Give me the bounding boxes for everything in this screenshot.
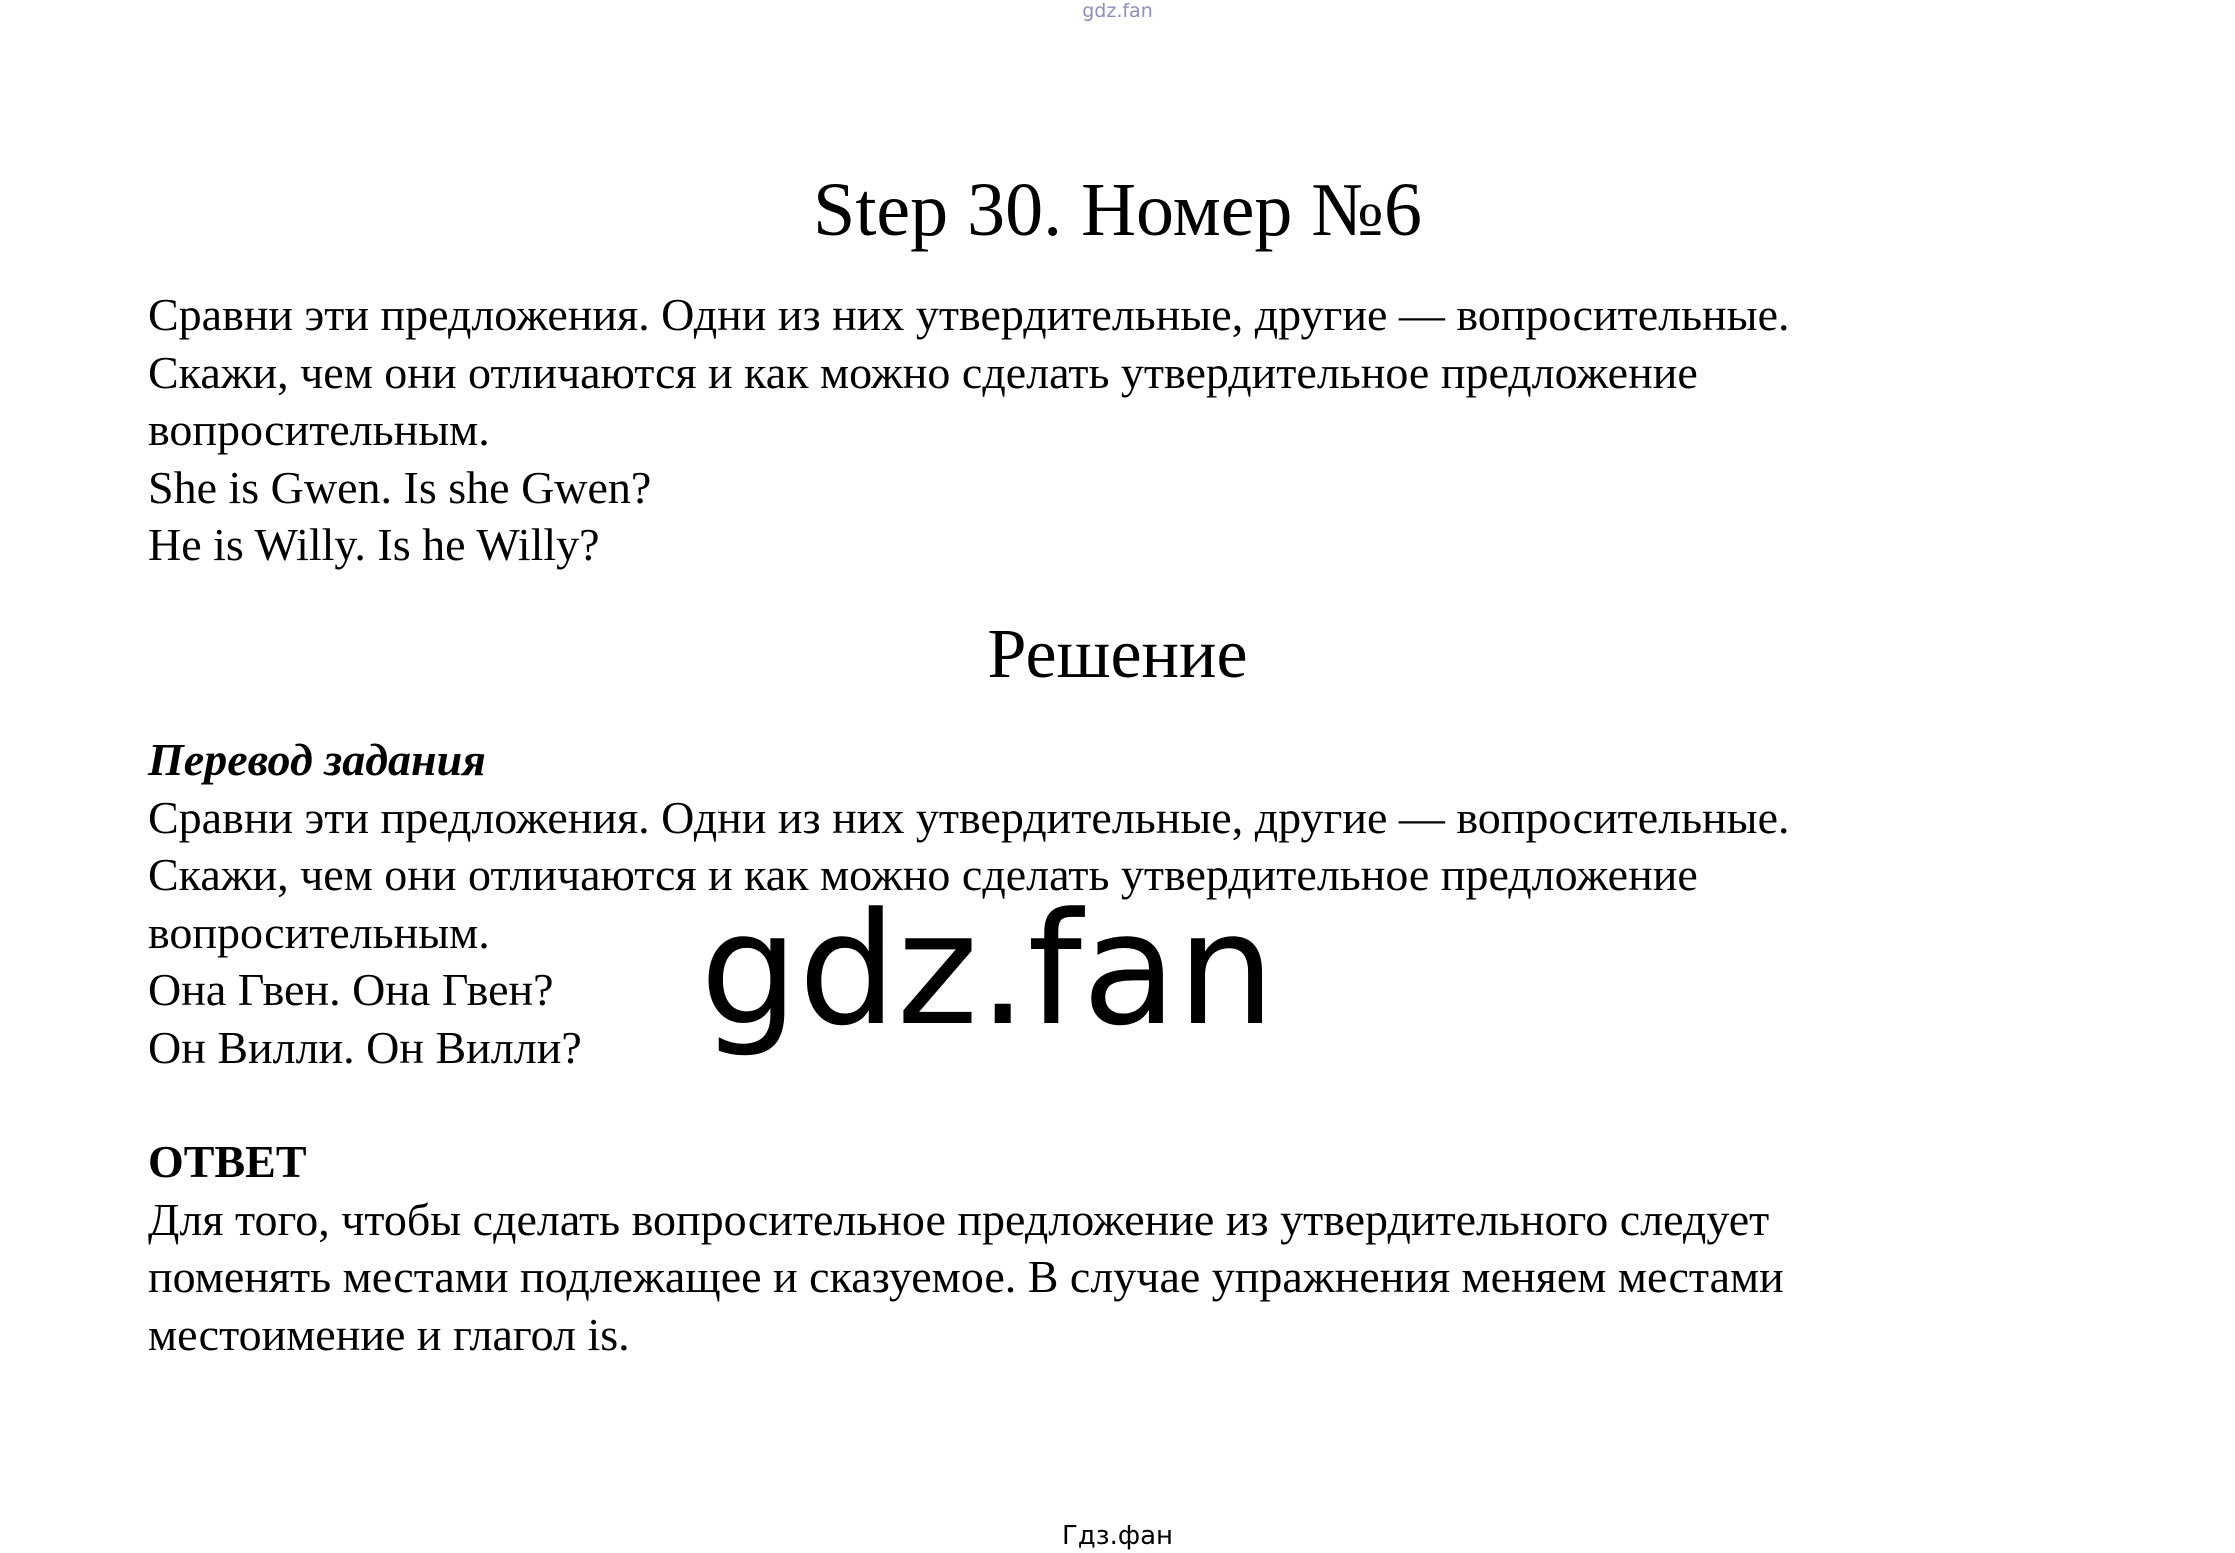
translation-heading: Перевод задания <box>148 734 486 785</box>
translation-line: вопросительным. <box>148 906 490 958</box>
task-text <box>148 286 2148 574</box>
task-line: вопросительным. <box>148 404 490 455</box>
solution-title: Решение <box>987 616 1248 693</box>
watermark: gdz.fan <box>700 879 1276 1060</box>
answer-line: Для того, чтобы сделать вопросительное предложение из утвердительного следует <box>148 1193 1770 1245</box>
page-title: Step 30. Номер №6 <box>813 168 1422 252</box>
task-line: Сравни эти предложения. Одни из них утвердительные, другие — вопросительные. <box>148 289 1790 340</box>
task-line: Скажи, чем они отличаются и как можно сделать утвердительное предложение <box>148 346 1698 398</box>
task-example: He is Willy. Is he Willy? <box>148 519 600 570</box>
translation-example: Он Вилли. Он Вилли? <box>148 1021 582 1073</box>
translation-line: Скажи, чем они отличаются и как можно сделать утвердительное предложение <box>148 849 1698 900</box>
task-example: She is Gwen. Is she Gwen? <box>148 461 652 513</box>
translation-line: Сравни эти предложения. Одни из них утвердительные, другие — вопросительные. <box>148 791 1790 843</box>
answer-section <box>148 1133 2148 1363</box>
site-mark: gdz.fan <box>1082 0 1153 22</box>
translation-example: Она Гвен. Она Гвен? <box>148 964 554 1015</box>
answer-heading: ОТВЕТ <box>148 1136 307 1187</box>
footer: Гдз.фан <box>1061 1521 1174 1551</box>
answer-line: местоимение и глагол is. <box>148 1308 630 1360</box>
answer-line: поменять местами подлежащее и сказуемое. В случае упражнения меняем местами <box>148 1251 1784 1302</box>
